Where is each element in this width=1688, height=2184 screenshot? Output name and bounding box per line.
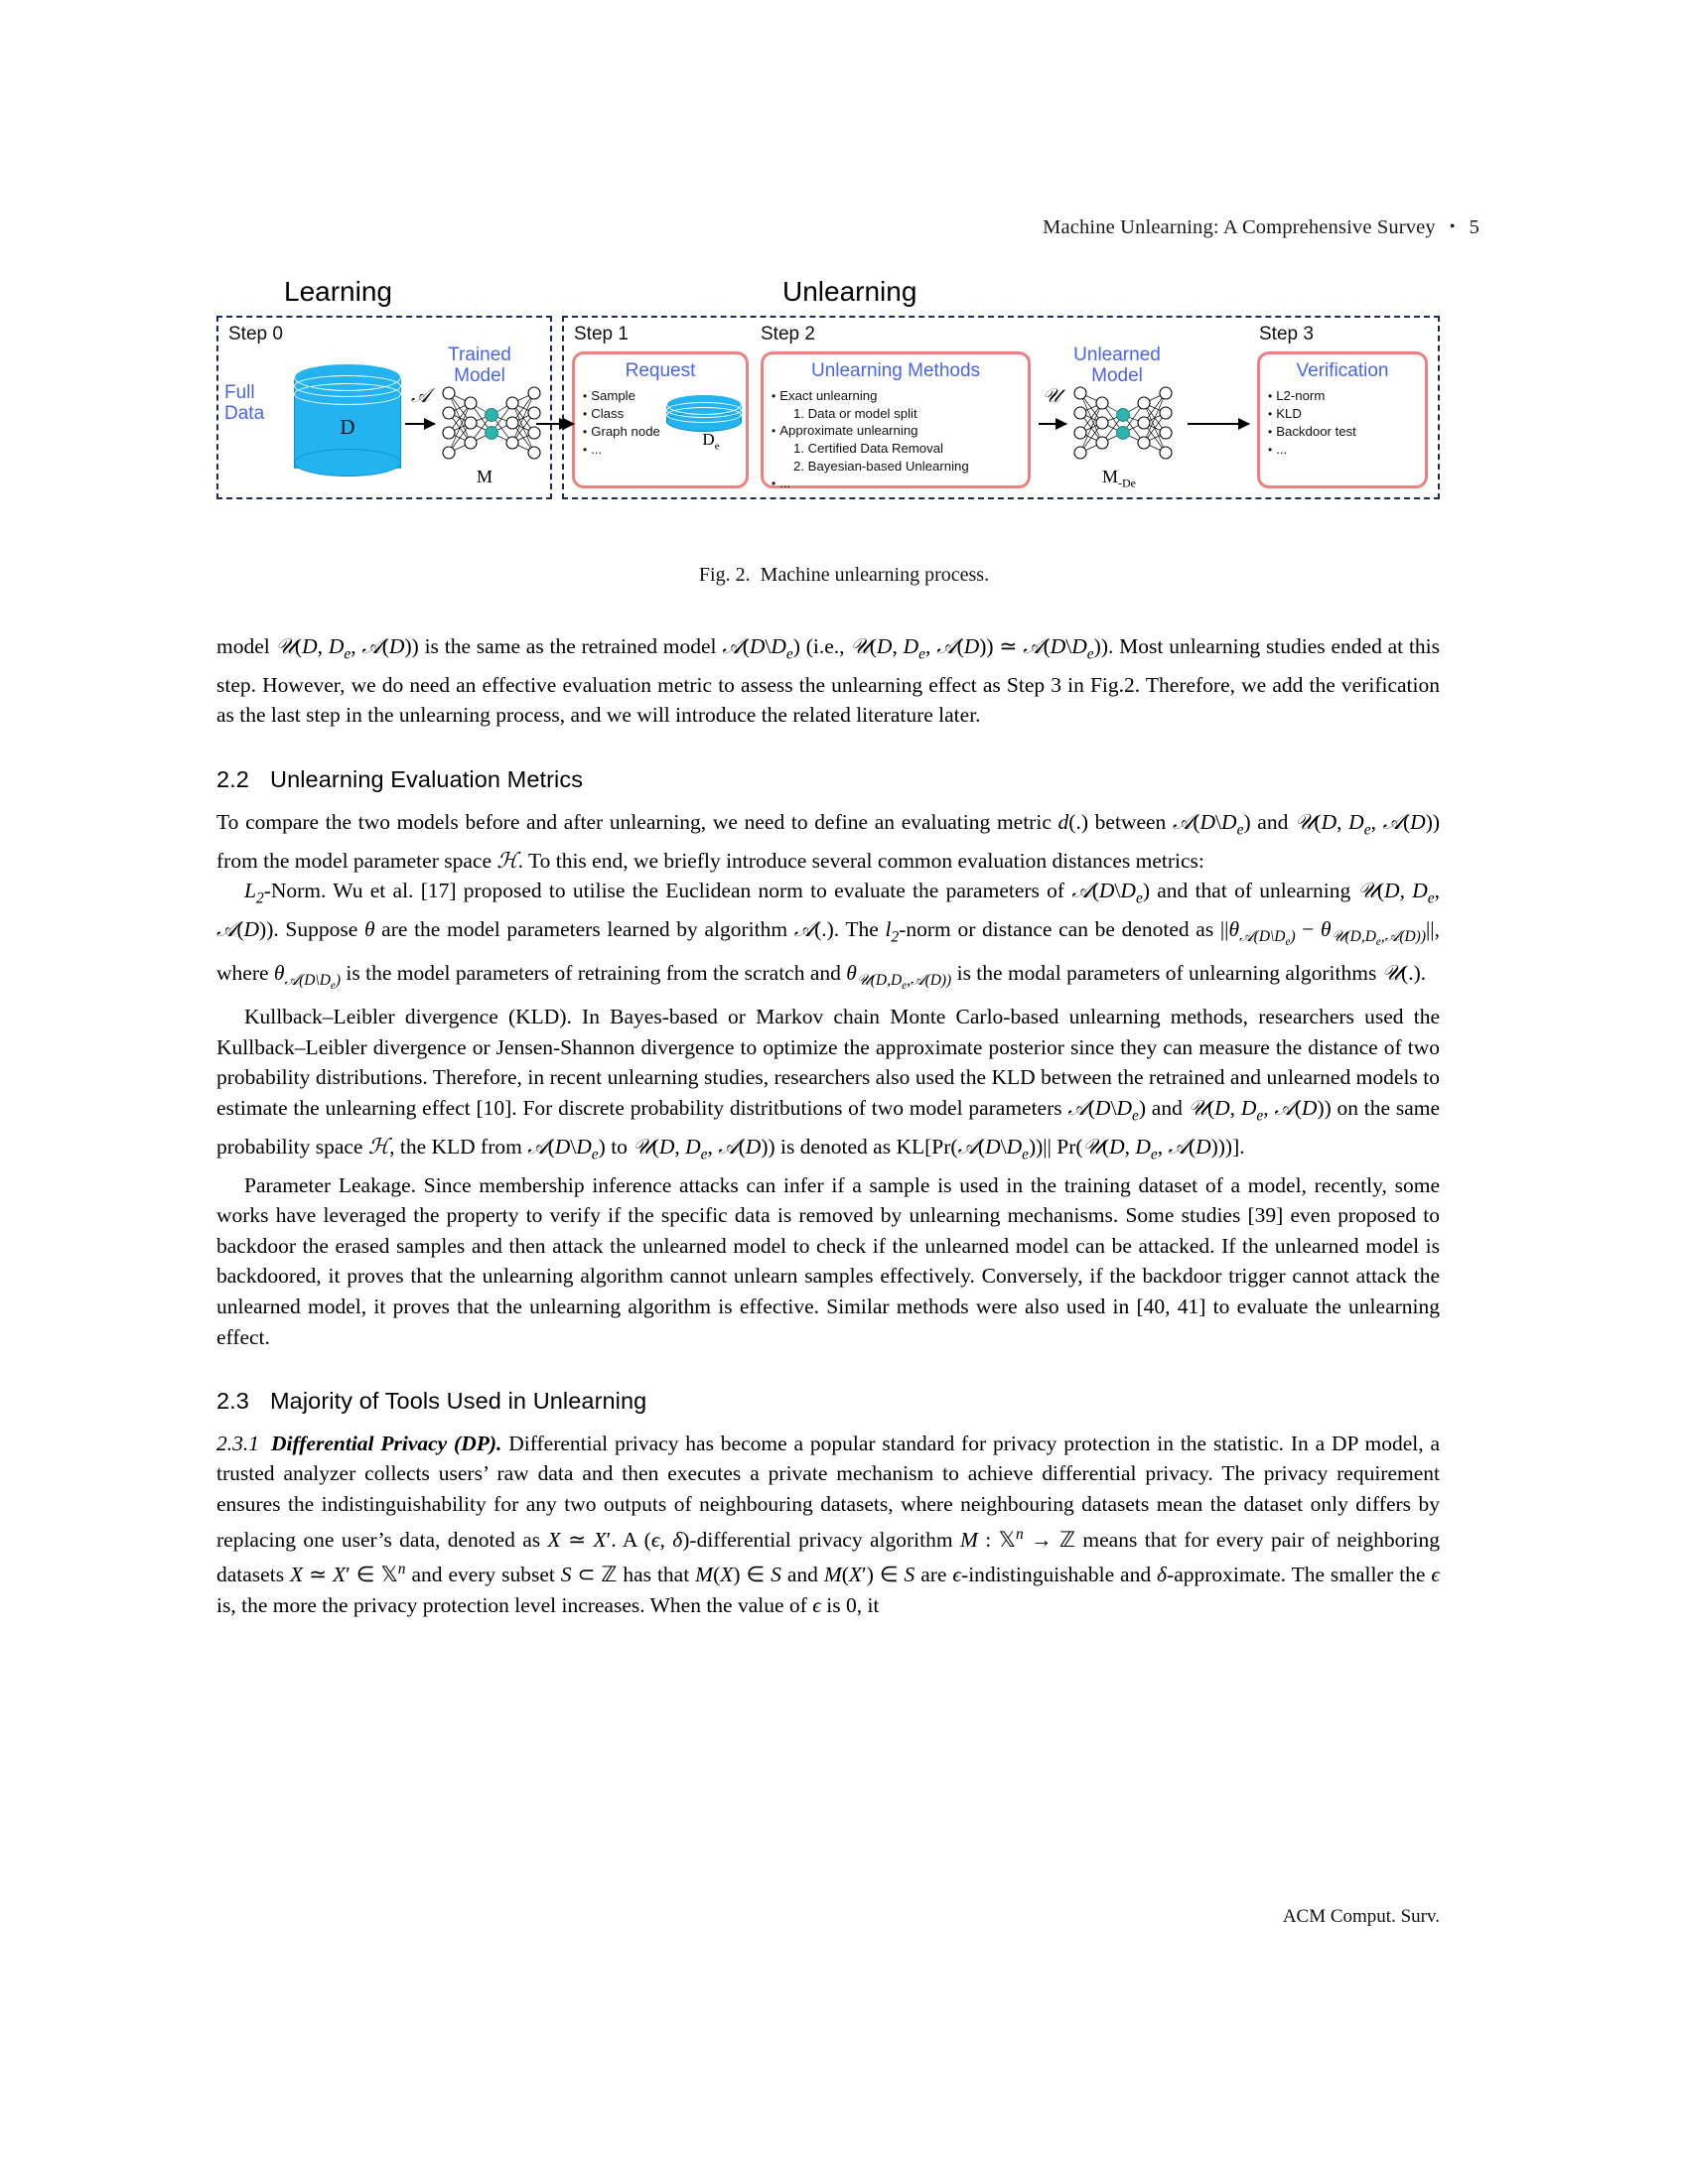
unlearned-model-line-1: Unlearned xyxy=(1073,344,1161,365)
unlearned-model-caption: $M_{-De}$ xyxy=(1101,467,1136,490)
paragraph-parameter-leakage: Parameter Leakage. Since membership inference attacks can infer if a sample is used in the training dataset of a model, recently, some works have leveraged the property to verify if the specific data is removed by unlearning mechanisms. Some studies [39] even proposed to backdoor the erased samples and then attack the unlearned model to check if the unlearned model can be attacked. If the unlearned model is backdoored, it proves that the unlearning algorithm cannot unlearn samples effectively. Conversely, if the backdoor trigger cannot attack the unlearned model, it proves that the unlearning algorithm is effective. Similar methods were also used in [40, 41] to evaluate the unlearning effect. xyxy=(216,1172,1440,1349)
full-data-line-1: Full xyxy=(224,382,255,403)
page-number: 5 xyxy=(1469,216,1479,238)
paragraph-model-equivalence: model 𝒰(D, $D_e$, 𝒜(D)) is the same as the retrained model $𝒜(D\backslash D_e)$ (i.e., 𝒰(D, $D_e$, 𝒜(D)) ≃ $𝒜(D\backslash D_e)$). Most unlearning studies ended at this step. However, we do need an effective evaluation metric to assess the unlearning effect as Step 3 in Fig.2. Therefore, we add the verification as the last step in the unlearning process, and we will introduce the related literature later. xyxy=(216,634,1441,728)
unlearned-model-label xyxy=(1058,345,1176,386)
arrow-methods-to-unlearned-model xyxy=(1039,423,1066,425)
dataset-cylinder-icon xyxy=(294,363,401,480)
phase-label-unlearning: Unlearning xyxy=(782,276,917,307)
verification-box xyxy=(1257,351,1428,488)
request-item: • Graph node xyxy=(583,423,746,441)
erase-dataset-label: $D_e$ xyxy=(702,430,720,453)
verification-item: • Backdoor test xyxy=(1268,423,1425,441)
dataset-label: D xyxy=(340,415,355,439)
trained-model-label xyxy=(425,345,534,386)
unlearning-methods-title: Unlearning Methods xyxy=(810,360,981,381)
full-data-line-2: Data xyxy=(224,402,265,424)
figure-caption-text: Machine unlearning process. xyxy=(760,564,990,586)
request-item: • Sample xyxy=(583,387,746,405)
running-header xyxy=(0,216,1479,239)
step-3-label: Step 3 xyxy=(1259,324,1314,344)
method-subitem: 1. Certified Data Removal xyxy=(793,441,943,457)
erase-dataset-disk-icon xyxy=(666,394,742,453)
request-title: Request xyxy=(625,360,696,381)
method-item: • Approximate unlearning xyxy=(772,422,1028,440)
unlearning-operator-symbol: 𝒰 xyxy=(1043,385,1060,407)
request-item: • ... xyxy=(583,441,746,459)
paragraph-l2-norm: $L_2$-Norm. Wu et al. [17] proposed to utilise the Euclidean norm to evaluate the parameters of $𝒜(D\backslash D_e)$ and that of unlearning 𝒰(D, $D_e$, 𝒜(D)). Suppose θ are the model parameters learned by algorithm 𝒜(.). The $l_2$-norm or distance can be denoted as $||\theta_{𝒜(D\backslash D_e)} - \theta_{𝒰(D,D_e,𝒜(D))}||$, where $\theta_{𝒜(D\backslash D_e)}$ is the model parameters of retraining from the scratch and $\theta_{𝒰(D,D_e,𝒜(D))}$ is the modal parameters of unlearning algorithms 𝒰(.). xyxy=(216,879,1440,993)
arrow-data-to-model xyxy=(405,423,435,425)
trained-model-caption: M xyxy=(476,467,492,486)
figure-caption xyxy=(0,564,1688,587)
verification-item: • L2-norm xyxy=(1268,387,1425,405)
section-number-2-2: 2.2 xyxy=(216,766,249,793)
verification-list xyxy=(1268,387,1425,459)
request-box xyxy=(572,351,749,488)
page-footer: ACM Comput. Surv. xyxy=(1282,1906,1440,1927)
learning-algorithm-symbol: 𝒜 xyxy=(411,385,430,407)
running-header-title: Machine Unlearning: A Comprehensive Survey xyxy=(1043,216,1436,238)
phase-label-learning: Learning xyxy=(284,276,392,307)
trained-model-line-1: Trained xyxy=(448,344,511,365)
method-item: • Exact unlearning xyxy=(772,387,1028,405)
trained-model-line-2: Model xyxy=(454,364,505,386)
method-subitem: 2. Bayesian-based Unlearning xyxy=(793,458,969,474)
unlearning-methods-list xyxy=(772,387,1028,493)
arrow-unlearned-model-to-verification xyxy=(1188,423,1249,425)
running-header-separator: • xyxy=(1449,218,1456,235)
trained-model-network-icon xyxy=(437,381,546,467)
paragraph-differential-privacy xyxy=(216,1429,1440,1621)
section-heading-2-3 xyxy=(216,1386,1440,1417)
subsection-number-2-3-1: 2.3.1 xyxy=(216,1431,259,1455)
unlearned-model-network-icon xyxy=(1068,381,1178,467)
section-number-2-3: 2.3 xyxy=(216,1388,249,1415)
paragraph-kld: Kullback–Leibler divergence (KLD). In Bayes-based or Markov chain Monte Carlo-based unlearning methods, researchers used the Kullback–Leibler divergence or Jensen-Shannon divergence to optimize the approximate posterior since they can measure the distance of two probability distributions. Therefore, in recent unlearning studies, researchers also used the KLD between the retrained and unlearned models to estimate the unlearning effect [10]. For discrete probability distritbutions of two model parameters $𝒜(D\backslash D_e)$ and 𝒰(D, $D_e$, 𝒜(D)) on the same probability space ℋ, the KLD from $𝒜(D\backslash D_e)$ to 𝒰(D, $D_e$, 𝒜(D)) is denoted as $KL[Pr(𝒜(D\backslash D_e))||$ Pr(𝒰(D, $D_e$, 𝒜(D)))]. xyxy=(216,1005,1441,1162)
subsection-title-2-3-1: Differential Privacy (DP). xyxy=(271,1431,502,1455)
figure-2-machine-unlearning-process xyxy=(216,276,1440,524)
verification-title: Verification xyxy=(1296,360,1389,381)
unlearned-model-line-2: Model xyxy=(1091,364,1143,386)
arrow-into-request xyxy=(552,423,574,425)
method-item: • ... xyxy=(772,475,1028,492)
figure-caption-label: Fig. 2. xyxy=(698,564,751,586)
subsection-body-2-3-1: Differential privacy has become a popular standard for privacy protection in the statistic. In a DP model, a trusted analyzer collects users’ raw data and then executes a private mechanism to achieve differential privacy. The privacy requirement ensures the indistinguishability for any two outputs of neighbouring datasets, where neighbouring datasets mean the dataset only differs by replacing one user’s data, denoted as X ≃ X′. A (ϵ, δ)-differential privacy algorithm M : 𝕏$^n$ → ℤ means that for every pair of neighboring datasets X ≃ X′ ∈ 𝕏$^n$ and every subset S ⊂ ℤ has that M(X) ∈ S and M(X′) ∈ S are ϵ-indistinguishable and δ-approximate. The smaller the ϵ is, the more the privacy protection level increases. When the value of ϵ is 0, it xyxy=(216,1431,1441,1618)
full-data-label xyxy=(224,383,264,424)
verification-item: • ... xyxy=(1268,441,1425,459)
unlearning-methods-box xyxy=(761,351,1031,491)
section-title-2-2: Unlearning Evaluation Metrics xyxy=(270,766,584,793)
verification-item: • KLD xyxy=(1268,405,1425,423)
body-column xyxy=(216,631,1440,1621)
step-1-label: Step 1 xyxy=(574,324,629,344)
step-2-label: Step 2 xyxy=(761,324,815,344)
method-subitem: 1. Data or model split xyxy=(793,405,917,421)
request-item: • Class xyxy=(583,405,746,423)
step-0-label: Step 0 xyxy=(228,324,283,344)
section-title-2-3: Majority of Tools Used in Unlearning xyxy=(270,1388,647,1415)
paragraph-evaluation-metrics-intro: To compare the two models before and after unlearning, we need to define an evaluating metric d(.) between $𝒜(D\backslash D_e)$ and 𝒰(D, $D_e$, 𝒜(D)) from the model parameter space ℋ. To this end, we briefly introduce several common evaluation distances metrics: xyxy=(216,809,1441,873)
section-heading-2-2 xyxy=(216,764,1440,795)
